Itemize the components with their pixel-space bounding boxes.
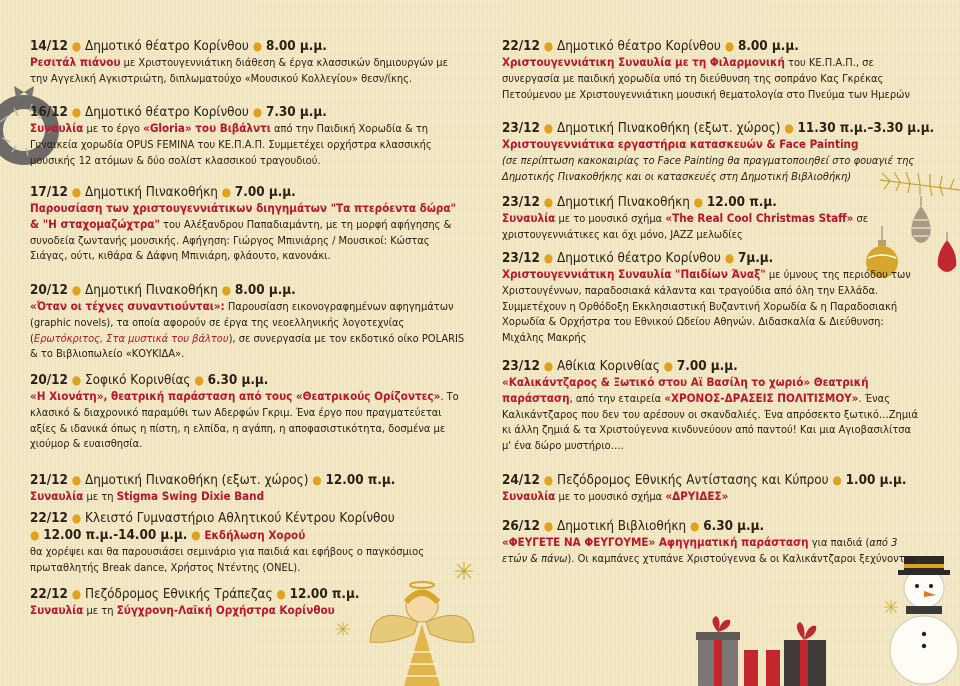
bullet-icon: ● — [543, 473, 554, 487]
event-date: 17/12 — [30, 185, 68, 200]
event-desc: ), σε συνεργασία με τον εκδοτικό οίκο POLARIS & το Βιβλιοπωλείο «ΚΟΥΚΙΔΑ». — [30, 331, 465, 361]
event-body — [30, 544, 465, 576]
bullet-icon: ● — [71, 185, 82, 199]
event-body — [30, 603, 465, 619]
event-venue: Δημοτική Πινακοθήκη (εξωτ. χώρος) — [557, 121, 781, 136]
event-20-12-pinakothiki — [30, 282, 465, 362]
event-time: 12.00 π.μ. — [289, 587, 360, 602]
bullet-icon: ● — [221, 185, 232, 199]
event-24-12 — [502, 472, 922, 505]
event-desc: από την Παιδική Χορωδία & τη Γυναικεία χορωδία OPUS FEMINA του ΚΕ.Π.Α.Π. Συμμετέχει ορχήστρα κλασσικής μουσικής 12 ατόμων & δύο σολίστ κλασσικού τραγουδιού. — [30, 122, 432, 167]
event-date: 22/12 — [502, 39, 540, 54]
event-time: 11.30 π.μ.–3.30 μ.μ. — [797, 121, 935, 136]
event-desc: . Το κλασικό & διαχρονικό παραμύθι των Αδερφών Γκριμ. Ένα έργο που πραγματεύεται αξίες & ιδανικά όπως η πίστη, η ελπίδα, η αγάπη, η αποφασιστικότητα, δοσμένα με χιούμορ & ευαισθησία. — [30, 390, 459, 451]
bullet-icon: ● — [71, 283, 82, 297]
event-desc: ). Οι καμπάνες χτυπάνε Χριστούγεννα & οι Καλικάντζαροι ξεχύνονται — [567, 551, 915, 565]
event-time: 7.00 μ.μ. — [234, 185, 296, 200]
ornament-icon — [934, 232, 960, 280]
bullet-icon: ● — [784, 121, 794, 135]
bullet-icon: ● — [543, 121, 554, 135]
event-title: Παρουσίαση των χριστουγεννιάτικων διηγημάτων "Τα πτερόεντα δώρα" & "Η σταχομαζώχτρα" — [30, 201, 456, 231]
event-14-12 — [30, 38, 465, 87]
bullet-icon: ● — [252, 105, 263, 119]
event-time: 12.00 π.μ.-14.00 μ.μ. — [43, 528, 188, 543]
bullet-icon: ● — [543, 251, 554, 265]
event-work-title: «Gloria» του Βιβάλντι — [143, 121, 271, 135]
event-desc: Παρουσίαση εικονογραφημένων αφηγημάτων (graphic novels), τα οποία αφορούν σε έργα της νεοελληνικής λογοτεχνίας ( — [30, 300, 454, 345]
event-date: 22/12 — [30, 511, 68, 526]
event-body — [502, 267, 922, 346]
event-desc: του ΚΕ.Π.Α.Π., σε συνεργασία με παιδική χορωδία υπό τη διεύθυνση της σοπράνο Κας Γκρέκας Πετούμενου με Χριστουγεννιάτικη μουσική θεματολογία στο Πνεύμα των Ημερών — [502, 56, 910, 101]
event-23-12-jazz — [502, 194, 922, 243]
event-header — [502, 38, 922, 55]
bullet-icon: ● — [724, 39, 735, 53]
bullet-icon: ● — [543, 195, 554, 209]
event-21-12 — [30, 472, 465, 505]
event-title: «ΦΕΥΓΕΤΕ ΝΑ ΦΕΥΓΟΥΜΕ» Αφηγηματική παράσταση — [502, 535, 809, 549]
event-body — [30, 299, 465, 362]
event-26-12 — [502, 518, 922, 567]
event-time: 12.00 π.μ. — [325, 473, 396, 488]
event-venue: Αθίκια Κορινθίας — [557, 359, 660, 374]
event-body — [30, 201, 465, 264]
event-16-12 — [30, 104, 465, 168]
event-desc: , από την εταιρεία — [569, 391, 665, 405]
event-body — [30, 489, 465, 505]
event-title: «Η Χιονάτη», θεατρική παράσταση από τους «Θεατρικούς Ορίζοντες» — [30, 389, 441, 403]
event-time: 8.00 μ.μ. — [737, 39, 799, 54]
event-body — [30, 389, 465, 452]
event-date: 20/12 — [30, 373, 68, 388]
event-desc: με τη — [83, 490, 117, 503]
event-time: 7.00 μ.μ. — [676, 359, 738, 374]
event-header — [502, 472, 922, 489]
event-body — [502, 535, 922, 567]
bullet-icon: ● — [312, 473, 322, 487]
event-desc: με το έργο — [83, 122, 144, 135]
snowflake-icon — [336, 622, 350, 636]
bullet-icon: ● — [543, 39, 554, 53]
event-time: 7.30 μ.μ. — [265, 105, 327, 120]
event-date: 23/12 — [502, 195, 540, 210]
event-date: 20/12 — [30, 283, 68, 298]
bullet-icon: ● — [71, 587, 82, 601]
event-header — [502, 194, 922, 211]
event-band: «The Real Cool Christmas Staff» — [665, 211, 854, 225]
event-header — [502, 120, 935, 137]
event-venue: Δημοτική Πινακοθήκη — [85, 185, 218, 200]
event-company: «ΧΡΟΝΟΣ-ΔΡΑΣΕΙΣ ΠΟΛΙΤΙΣΜΟΥ» — [664, 390, 859, 405]
event-header-line2 — [30, 527, 465, 544]
event-20-12-sofiko — [30, 372, 465, 452]
event-venue: Κλειστό Γυμναστήριο Αθλητικού Κέντρου Κορίνθου — [85, 511, 395, 526]
event-desc: με το μουσικό σχήμα — [555, 212, 666, 225]
event-title: Ρεσιτάλ πιάνου — [30, 55, 121, 69]
event-22-12-gym — [30, 510, 465, 576]
event-venue: Δημοτικό θέατρο Κορίνθου — [557, 39, 721, 54]
event-weather-note: (σε περίπτωση κακοκαιρίας το Face Painting θα πραγματοποιηθεί στο φουαγιέ της Δημοτικής Πινακοθήκης και οι κατασκευές στη Δημοτική Βιβλιοθήκη) — [502, 153, 915, 183]
bullet-icon: ● — [71, 39, 82, 53]
event-date: 21/12 — [30, 473, 68, 488]
gift-boxes-icon — [694, 610, 834, 686]
event-22-12-philharmonic — [502, 38, 922, 102]
event-time: 7μ.μ. — [737, 251, 774, 266]
event-band: Stigma Swing Dixie Band — [116, 489, 265, 503]
event-23-12-anax — [502, 250, 922, 346]
event-header — [30, 282, 465, 299]
snowman-icon — [888, 550, 960, 686]
event-time: 12.00 π.μ. — [706, 195, 777, 210]
bullet-icon: ● — [693, 195, 704, 209]
bullet-icon: ● — [71, 105, 82, 119]
event-time: 6.30 μ.μ. — [207, 373, 269, 388]
bullet-icon: ● — [276, 587, 286, 601]
event-body — [502, 375, 922, 454]
bullet-icon: ● — [71, 511, 82, 525]
event-note — [502, 153, 922, 185]
event-body — [30, 121, 465, 168]
event-title: Εκδήλωση Χορού — [204, 528, 306, 542]
event-desc: για παιδιά ( — [808, 536, 870, 549]
event-venue: Δημοτική Πινακοθήκη (εξωτ. χώρος) — [85, 473, 309, 488]
event-date: 26/12 — [502, 519, 540, 534]
event-body — [502, 55, 922, 102]
event-header — [30, 372, 465, 389]
event-desc: . Ένας Καλικάντζαρος που δεν του αρέσουν οι σκανδαλιές. Ένα απρόσεκτο ξωτικό…Ζημιά κι άλλη ζημιά & τα Χριστούγεννα κινδυνεύουν από παντού! Και μια Αγιοβασιλίτσα μ' ένα δώρο μυστήριο…. — [502, 391, 918, 453]
bullet-icon: ● — [30, 528, 40, 542]
event-date: 23/12 — [502, 359, 540, 374]
event-time: 1.00 μ.μ. — [845, 473, 907, 488]
event-title: Χριστουγεννιάτικη Συναυλία με τη Φιλαρμονική — [502, 55, 785, 69]
event-23-12-workshops — [502, 120, 935, 184]
event-header — [30, 472, 465, 489]
event-header — [30, 510, 465, 527]
event-title: Συναυλία — [30, 489, 84, 503]
event-body — [502, 489, 922, 505]
event-venue: Πεζόδρομος Εθνικής Τράπεζας — [85, 587, 273, 602]
event-body — [502, 211, 922, 243]
bullet-icon: ● — [221, 283, 232, 297]
event-venue: Δημοτικό θέατρο Κορίνθου — [85, 39, 249, 54]
event-date: 23/12 — [502, 251, 540, 266]
bullet-icon: ● — [71, 473, 82, 487]
event-17-12 — [30, 184, 465, 264]
event-time: 8.00 μ.μ. — [234, 283, 296, 298]
bullet-icon: ● — [689, 519, 700, 533]
bullet-icon: ● — [71, 373, 82, 387]
event-body — [502, 137, 922, 153]
event-desc: με ύμνους της περιόδου των Χριστουγέννων, παραδοσιακά κάλαντα και τραγούδια από όλη την Ελλάδα. Συμμετέχουν η Ορθόδοξη Εκκλησιαστική Βυζαντινή Χορωδία & η Παραδοσιακή Χορωδία & Ορχήστρα του Εθνικού Ωδείου Αθηνών. Διδασκαλία & Διεύθυνση: Μιχάλης Μακρής — [502, 268, 911, 345]
event-header — [30, 184, 465, 201]
snowflake-icon — [884, 600, 898, 614]
event-desc: σε χριστουγεννιάτικες και όχι μόνο, JAZZ μελωδίες — [502, 212, 869, 241]
bullet-icon: ● — [194, 373, 204, 387]
event-age: από 3 ετών & πάνω — [502, 536, 898, 565]
event-title: Συναυλία — [30, 603, 84, 617]
bullet-icon: ● — [832, 473, 842, 487]
event-header — [30, 586, 465, 603]
event-date: 14/12 — [30, 39, 68, 54]
event-23-12-athikia — [502, 358, 922, 454]
event-desc: του Αλέξανδρου Παπαδιαμάντη, με τη μορφή αφήγησης & συνοδεία ζωντανής μουσικής. Αφήγηση: Γιώργος Μπινιάρης / Μουσικοί: Κώστας Σιάγας, ούτι, κιθάρα & Δάφνη Μπινιάρη, φλάουτο, κανονάκι. — [30, 217, 452, 263]
bullet-icon: ● — [724, 251, 735, 265]
event-title: Χριστουγεννιάτικα εργαστήρια κατασκευών & Face Painting — [502, 137, 859, 151]
event-time: 8.00 μ.μ. — [265, 39, 327, 54]
event-date: 16/12 — [30, 105, 68, 120]
event-desc: με Χριστουγεννιάτικη διάθεση & έργα κλασσικών δημιουργών με την Αγγελική Αγκιστριώτη, διπλωματούχο «Μουσικού Κολλεγίου» θεσν/ίκης. — [30, 56, 448, 85]
event-works: Ερωτόκριτος, Στα μυστικά του βάλτου — [33, 331, 229, 345]
event-title: «Όταν οι τέχνες συναντιούνται»: — [30, 299, 225, 313]
event-body — [30, 55, 465, 87]
bullet-icon: ● — [252, 39, 263, 53]
event-header — [30, 38, 465, 55]
event-header — [502, 250, 922, 267]
event-time: 6.30 μ.μ. — [703, 519, 765, 534]
bullet-icon: ● — [543, 519, 554, 533]
event-title: Συναυλία — [502, 211, 556, 225]
bullet-icon: ● — [191, 528, 201, 542]
event-venue: Δημοτικό θέατρο Κορίνθου — [557, 251, 721, 266]
event-22-12-trapeza — [30, 586, 465, 619]
event-header — [30, 104, 465, 121]
event-orchestra: Σύγχρονη-Λαϊκή Ορχήστρα Κορίνθου — [116, 603, 335, 617]
event-desc: θα χορέψει και θα παρουσιάσει σεμινάριο για παιδιά και εφήβους ο παγκόσμιος πρωταθλητής Break dance, Χρήστος Ντέντης (ONEL). — [30, 545, 424, 574]
event-band: «ΔΡΥΙΔΕΣ» — [665, 489, 729, 503]
event-header — [502, 358, 922, 375]
event-header — [502, 518, 922, 535]
event-date: 24/12 — [502, 473, 540, 488]
event-desc: με το μουσικό σχήμα — [555, 490, 666, 503]
event-title: Χριστουγεννιάτικη Συναυλία "Παιδίων Άναξ" — [502, 267, 766, 281]
event-venue: Δημοτική Πινακοθήκη — [557, 195, 690, 210]
event-venue: Πεζόδρομος Εθνικής Αντίστασης και Κύπρου — [557, 473, 829, 488]
event-title: Συναυλία — [30, 121, 84, 135]
event-date: 23/12 — [502, 121, 540, 136]
event-venue: Δημοτικό θέατρο Κορίνθου — [85, 105, 249, 120]
event-venue: Δημοτική Πινακοθήκη — [85, 283, 218, 298]
event-title: «Καλικάντζαρος & Ξωτικό στου Αϊ Βασίλη το χωριό» Θεατρική παράσταση — [502, 375, 869, 405]
bullet-icon: ● — [663, 359, 674, 373]
event-date: 22/12 — [30, 587, 68, 602]
event-title: Συναυλία — [502, 489, 556, 503]
bullet-icon: ● — [543, 359, 554, 373]
event-desc: με τη — [83, 604, 117, 617]
event-venue: Σοφικό Κορινθίας — [85, 373, 191, 388]
event-venue: Δημοτική Βιβλιοθήκη — [557, 519, 687, 534]
